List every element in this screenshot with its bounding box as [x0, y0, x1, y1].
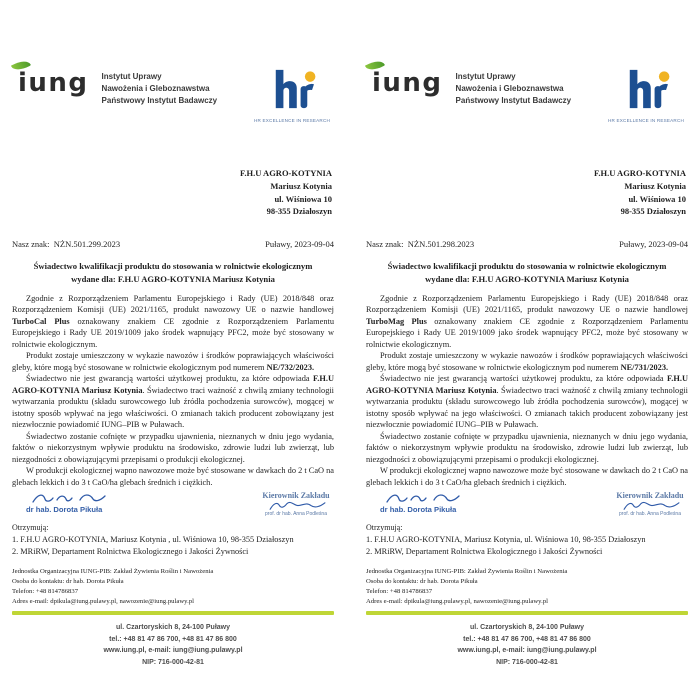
signatory-title: Kierownik Zakładu	[616, 491, 684, 501]
recipients-label: Otrzymują:	[366, 523, 403, 533]
signatures	[366, 491, 688, 517]
footer-web-email: www.iung.pl, e-mail: iung@iung.pulawy.pl	[103, 647, 243, 655]
institute-line-2: Nawożenia i Gleboznawstwa	[455, 84, 564, 93]
footer-address	[12, 622, 334, 668]
hr-caption: HR EXCELLENCE IN RESEARCH	[608, 118, 684, 123]
registry-number: NE/731/2023.	[620, 362, 669, 372]
paragraph-registry	[12, 350, 334, 373]
paragraph-revocation: Świadectwo zostanie cofnięte w przypadku ujawnienia, nieznanych w dniu jego wydania, faktów o niekorzystnym wpływie produktu na środowisko, zdrowie ludzi lub zwierząt, lub niezgodności z obowiązującymi przepisami o produkcji ekologicznej.	[12, 431, 334, 464]
title-line-1: Świadectwo kwalifikacji produktu do stosowania w rolnictwie ekologicznym	[33, 261, 313, 271]
footer-phones: tel.: +48 81 47 86 700, +48 81 47 86 800	[463, 635, 591, 643]
responsible-party: F.H.U AGRO-KOTYNIA Mariusz Kotynia	[366, 374, 688, 395]
contact-block	[12, 567, 334, 607]
signature-right	[262, 491, 330, 517]
recipients-item-1: 1. F.H.U AGRO-KOTYNIA, Mariusz Kotynia, ul. Wiśniowa 10, 98-355 Działoszyn	[366, 534, 646, 544]
org-unit: Jednostka Organizacyjna IUNG-PIB: Zakład Żywienia Roślin i Nawożenia	[12, 567, 214, 575]
footer-street: ul. Czartoryskich 8, 24-100 Puławy	[470, 624, 584, 632]
body-text	[366, 293, 688, 489]
title-line-2: wydane dla: F.H.U AGRO-KOTYNIA Mariusz Kotynia	[425, 273, 629, 284]
org-contact-person: Osoba do kontaktu: dr hab. Dorota Pikuła	[366, 577, 478, 585]
document-title	[12, 260, 334, 286]
footer-web-email: www.iung.pl, e-mail: iung@iung.pulawy.pl	[457, 647, 597, 655]
signatures	[12, 491, 334, 517]
institute-line-1: Instytut Uprawy	[101, 72, 162, 81]
org-email: Adres e-mail: dpikula@iung.pulawy.pl, nawozenie@iung.pulawy.pl	[366, 598, 548, 606]
signatory-title: Kierownik Zakładu	[262, 491, 330, 501]
p3-post: . Świadectwo traci ważność z chwilą zmiany technologii wytwarzania produktu (składu surowcowego lub źródła pochodzenia surowców), mogącej w istotny sposób wpływać na jego właściwości. O zmianach takich producent zobowiązany jest niezwłocznie powiadomić IUNG–PIB w Puławach.	[12, 385, 335, 430]
hr-logo-icon	[267, 68, 317, 110]
reference-label: Nasz znak:	[366, 239, 404, 249]
p2-pre: Produkt zostaje umieszczony w wykazie nawozów i środków poprawiających właściwości gleby, które mogą być stosowane w rolnictwie ekologicznym pod numerem	[12, 351, 334, 372]
registry-number: NE/732/2023.	[266, 362, 315, 372]
hr-excellence-logo	[606, 68, 686, 123]
recipient-city: 98-355 Działoszyn	[266, 206, 332, 217]
institute-line-3: Państwowy Instytut Badawczy	[101, 96, 218, 105]
p3-pre: Świadectwo nie jest gwarancją wartości użytkowej produktu, za które odpowiada	[380, 374, 667, 384]
recipients-list	[366, 522, 688, 558]
institute-line-1: Instytut Uprawy	[455, 72, 516, 81]
p1-pre: Zgodnie z Rozporządzeniem Parlamentu Europejskiego i Rady (UE) 2018/848 oraz Rozporządzeniem Komisji (UE) 2021/1165, produkt nawozowy UE o nazwie handlowej	[12, 293, 334, 315]
document-left	[5, 56, 341, 668]
recipient-street: ul. Wiśniowa 10	[628, 193, 686, 204]
p3-pre: Świadectwo nie jest gwarancją wartości użytkowej produktu, za które odpowiada	[26, 374, 313, 384]
org-phone: Telefon: +48 814786837	[366, 588, 433, 595]
signature-left	[26, 491, 110, 514]
signature-scribble-icon	[30, 491, 110, 506]
institute-name	[102, 71, 218, 107]
recipient-company: F.H.U AGRO-KOTYNIA	[239, 168, 332, 178]
hr-logo-icon	[621, 68, 671, 110]
signatory-name-small: prof. dr hab. Anna Podleśna	[619, 511, 681, 518]
signatory-name-small: prof. dr hab. Anna Podleśna	[265, 511, 327, 518]
p3-post: . Świadectwo traci ważność z chwilą zmiany technologii wytwarzania produktu (składu surowcowego lub źródła pochodzenia surowców), mogącej w istotny sposób wpływać na jego właściwości. O zmianach takich producent zobowiązany jest niezwłocznie powiadomić IUNG–PIB w Puławach.	[366, 385, 689, 430]
place-date: Puławy, 2023-09-04	[265, 239, 334, 249]
paragraph-warranty	[366, 373, 688, 431]
hr-caption: HR EXCELLENCE IN RESEARCH	[254, 118, 330, 123]
p1-post: oznakowany znakiem CE zgodnie z Rozporządzeniem Parlamentu Europejskiego i Rady UE 2019/1009 jako środek wapnujący PFC2, może być stosowany w rolnictwie ekologicznym.	[366, 316, 689, 349]
recipient-block	[12, 167, 334, 218]
footer-phones: tel.: +48 81 47 86 700, +48 81 47 86 800	[109, 635, 237, 643]
responsible-party: F.H.U AGRO-KOTYNIA Mariusz Kotynia	[12, 374, 334, 395]
footer-street: ul. Czartoryskich 8, 24-100 Puławy	[116, 624, 230, 632]
signatory-name: dr hab. Dorota Pikuła	[26, 505, 103, 515]
document-body	[359, 62, 695, 668]
footer-nip: NIP: 716-000-42-81	[142, 658, 204, 666]
recipients-label: Otrzymują:	[12, 523, 49, 533]
reference-number	[12, 239, 120, 249]
iung-brand	[18, 70, 89, 96]
p1-post: oznakowany znakiem CE zgodnie z Rozporządzeniem Parlamentu Europejskiego i Rady UE 2019/1009 jako środek wapnujący PFC2, może być stosowany w rolnictwie ekologicznym.	[12, 316, 334, 349]
recipients-list	[12, 522, 334, 558]
footer-address	[366, 622, 688, 668]
letterhead	[12, 62, 334, 148]
accent-bar	[366, 611, 688, 615]
hr-excellence-logo	[252, 68, 332, 123]
paragraph-dosage: W produkcji ekologicznej wapno nawozowe może być stosowane w dawkach do 2 t CaO na glebach lekkich i do 3 t CaO/ha glebach średnich i ciężkich.	[12, 466, 335, 487]
reference-value: NŻN.501.299.2023	[53, 239, 121, 249]
reference-label: Nasz znak:	[12, 239, 50, 249]
signatory-name: dr hab. Dorota Pikuła	[380, 505, 457, 515]
signature-left	[380, 491, 464, 514]
institute-line-3: Państwowy Instytut Badawczy	[455, 96, 572, 105]
org-unit: Jednostka Organizacyjna IUNG-PIB: Zakład Żywienia Roślin i Nawożenia	[366, 567, 568, 575]
iung-brand-text: iung	[18, 68, 89, 98]
institute-line-2: Nawożenia i Gleboznawstwa	[101, 84, 210, 93]
recipient-company: F.H.U AGRO-KOTYNIA	[593, 168, 686, 178]
recipient-person: Mariusz Kotynia	[624, 180, 686, 191]
iung-brand-text: iung	[372, 68, 443, 98]
recipient-block	[366, 167, 688, 218]
paragraph-warranty	[12, 373, 334, 431]
paragraph-dosage: W produkcji ekologicznej wapno nawozowe może być stosowane w dawkach do 2 t CaO na glebach lekkich i do 3 t CaO/ha glebach średnich i ciężkich.	[366, 466, 689, 487]
reference-row	[12, 239, 334, 249]
document-body	[5, 62, 341, 668]
title-line-1: Świadectwo kwalifikacji produktu do stosowania w rolnictwie ekologicznym	[387, 261, 667, 271]
recipients-item-2: 2. MRiRW, Departament Rolnictwa Ekologicznego i Jakości Żywności	[12, 546, 249, 556]
reference-value: NŻN.501.298.2023	[407, 239, 475, 249]
recipient-street: ul. Wiśniowa 10	[274, 193, 332, 204]
recipient-city: 98-355 Działoszyn	[620, 206, 686, 217]
reference-row	[366, 239, 688, 249]
org-phone: Telefon: +48 814786837	[12, 588, 79, 595]
accent-bar	[12, 611, 334, 615]
iung-brand	[372, 70, 443, 96]
document-right	[359, 56, 695, 668]
document-title	[366, 260, 688, 286]
body-text	[12, 293, 334, 489]
signature-right	[616, 491, 684, 517]
signature-scribble-icon	[384, 491, 464, 506]
product-name: TurboMag Plus	[366, 316, 427, 326]
reference-number	[366, 239, 474, 249]
letterhead	[366, 62, 688, 148]
paragraph-regulation	[12, 293, 334, 351]
paragraph-revocation: Świadectwo zostanie cofnięte w przypadku ujawnienia, nieznanych w dniu jego wydania, faktów o niekorzystnym wpływie produktu na środowisko, zdrowie ludzi lub zwierząt, lub niezgodności z obowiązującymi przepisami o produkcji ekologicznej.	[366, 431, 688, 464]
recipient-person: Mariusz Kotynia	[270, 180, 332, 191]
institute-name	[456, 71, 572, 107]
paragraph-regulation	[366, 293, 688, 351]
paragraph-registry	[366, 350, 688, 373]
footer-nip: NIP: 716-000-42-81	[496, 658, 558, 666]
p2-pre: Produkt zostaje umieszczony w wykazie nawozów i środków poprawiających właściwości gleby, które mogą być stosowane w rolnictwie ekologicznym pod numerem	[366, 351, 688, 372]
recipients-item-1: 1. F.H.U AGRO-KOTYNIA, Mariusz Kotynia , ul. Wiśniowa 10, 98-355 Działoszyn	[12, 534, 294, 544]
title-line-2: wydane dla: F.H.U AGRO-KOTYNIA Mariusz Kotynia	[71, 273, 275, 284]
contact-block	[366, 567, 688, 607]
org-email: Adres e-mail: dpikula@iung.pulawy.pl, nawozenie@iung.pulawy.pl	[12, 598, 194, 606]
product-name: TurboCal Plus	[12, 316, 70, 326]
place-date: Puławy, 2023-09-04	[619, 239, 688, 249]
recipients-item-2: 2. MRiRW, Departament Rolnictwa Ekologicznego i Jakości Żywności	[366, 546, 603, 556]
p1-pre: Zgodnie z Rozporządzeniem Parlamentu Europejskiego i Rady (UE) 2018/848 oraz Rozporządzeniem Komisji (UE) 2021/1165, produkt nawozowy UE o nazwie handlowej	[366, 293, 688, 315]
org-contact-person: Osoba do kontaktu: dr hab. Dorota Pikuła	[12, 577, 124, 585]
